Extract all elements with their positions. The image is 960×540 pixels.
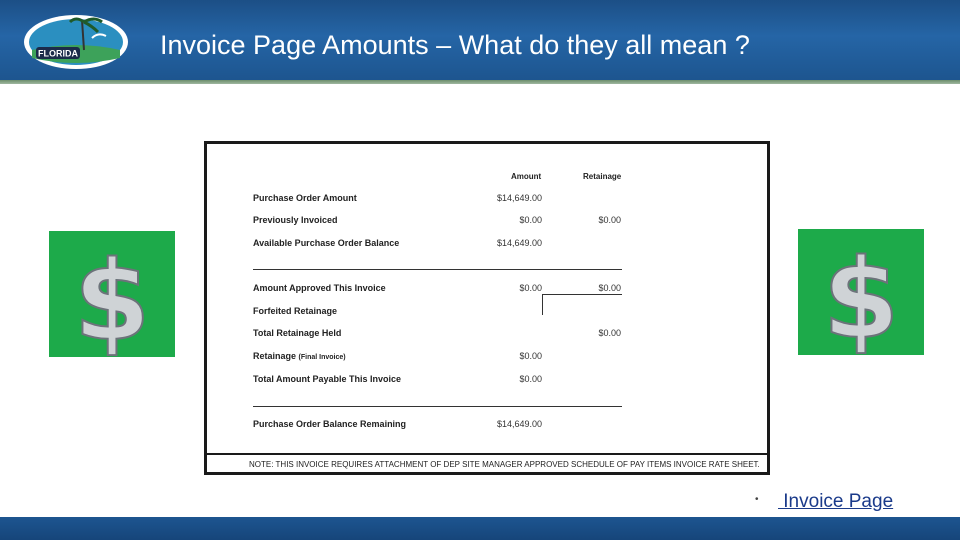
row-retainage-amount-approved: $0.00: [598, 283, 621, 293]
row-amount-total-payable: $0.00: [519, 374, 542, 384]
row-amount-amount-approved: $0.00: [519, 283, 542, 293]
row-label-available-po-balance: Available Purchase Order Balance: [253, 238, 400, 248]
divider-line: [253, 269, 622, 270]
row-label-total-retainage-held: Total Retainage Held: [253, 328, 342, 338]
page-title: Invoice Page Amounts – What do they all mean ?: [160, 30, 750, 60]
row-amount-available-po-balance: $14,649.00: [496, 238, 542, 248]
row-retainage-total-retainage-held: $0.00: [598, 328, 621, 338]
note-divider: [207, 453, 767, 455]
row-label-retainage-final: [253, 351, 346, 361]
row-label-retainage-suffix: (Final Invoice): [298, 354, 346, 361]
svg-text:$: $: [822, 235, 900, 355]
row-label-forfeited-retainage: Forfeited Retainage: [253, 306, 338, 316]
svg-text:$: $: [73, 237, 151, 357]
row-amount-purchase-order-amount: $14,649.00: [496, 193, 542, 203]
invoice-page-link[interactable]: Invoice Page: [778, 491, 894, 512]
header-divider: [0, 80, 960, 84]
bullet: •: [755, 494, 759, 505]
row-label-total-payable: Total Amount Payable This Invoice: [253, 374, 402, 384]
divider-line: [253, 406, 622, 407]
row-label-po-balance-remaining: Purchase Order Balance Remaining: [253, 419, 407, 429]
retainage-box-side: [542, 294, 543, 315]
dollar-tile-right: [798, 229, 924, 355]
retainage-box-top: [542, 294, 622, 295]
dollar-tile-left: [49, 231, 175, 357]
row-retainage-previously-invoiced: $0.00: [598, 215, 621, 225]
dollar-sign-icon: [49, 231, 175, 357]
row-label-previously-invoiced: Previously Invoiced: [253, 215, 338, 225]
row-amount-retainage-final: $0.00: [519, 351, 542, 361]
column-header-amount: Amount: [511, 172, 542, 181]
row-label-amount-approved: Amount Approved This Invoice: [253, 283, 386, 293]
invoice-note: NOTE: THIS INVOICE REQUIRES ATTACHMENT OF DEP SITE MANAGER APPROVED SCHEDULE OF PAY ITEMS INVOICE RATE SHEET.: [249, 460, 760, 469]
row-amount-previously-invoiced: $0.00: [519, 215, 542, 225]
column-header-retainage: Retainage: [583, 172, 622, 181]
logo-text: FLORIDA: [38, 48, 78, 59]
row-label-retainage-text: Retainage: [253, 351, 297, 361]
row-amount-po-balance-remaining: $14,649.00: [496, 419, 542, 429]
dollar-sign-icon: [798, 229, 924, 355]
invoice-screenshot: [204, 141, 770, 475]
row-label-purchase-order-amount: Purchase Order Amount: [253, 193, 357, 203]
florida-dep-logo-icon: [22, 10, 130, 70]
footer-bar: [0, 517, 960, 540]
